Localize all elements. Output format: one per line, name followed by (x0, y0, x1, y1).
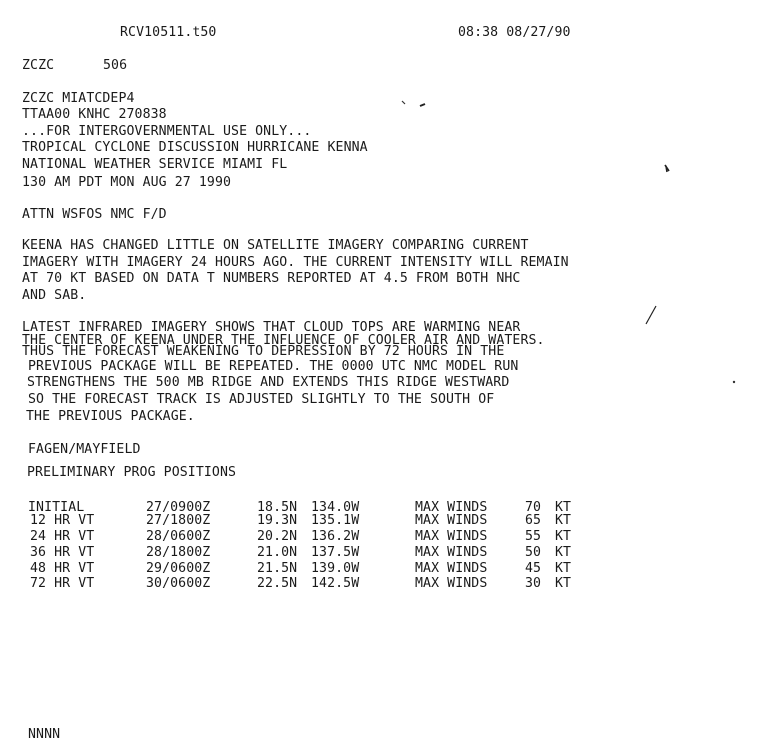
winds-label: MAX WINDS (415, 500, 488, 515)
winds-label: MAX WINDS (415, 529, 488, 544)
forecast-label: 36 HR VT (30, 545, 95, 560)
forecast-label: 12 HR VT (30, 513, 95, 528)
longitude: 136.2W (311, 529, 360, 544)
wind-unit: KT (555, 561, 572, 576)
latitude: 21.5N (257, 561, 298, 576)
wind-unit: KT (555, 529, 572, 544)
paragraph2-line: THE PREVIOUS PACKAGE. (26, 409, 195, 424)
winds-label: MAX WINDS (415, 545, 488, 560)
preamble-line: 130 AM PDT MON AUG 27 1990 (22, 175, 232, 190)
file-name: RCV10511.t50 (120, 25, 217, 40)
paragraph2-line: STRENGTHENS THE 500 MB RIDGE AND EXTENDS THIS RIDGE WESTWARD (27, 375, 510, 390)
wind-unit: KT (555, 545, 572, 560)
speck-mark (420, 104, 425, 106)
end-marker: NNNN (28, 727, 61, 742)
paragraph2-line: SO THE FORECAST TRACK IS ADJUSTED SLIGHTLY TO THE SOUTH OF (28, 392, 495, 407)
preamble-line: TTAA00 KNHC 270838 (22, 107, 167, 122)
wind-speed: 50 (525, 545, 542, 560)
valid-time: 27/0900Z (146, 500, 211, 515)
wind-speed: 65 (525, 513, 542, 528)
preamble-line: ...FOR INTERGOVERNMENTAL USE ONLY... (22, 124, 312, 139)
speck-mark (665, 165, 669, 172)
paragraph1-line: AND SAB. (22, 288, 87, 303)
latitude: 19.3N (257, 513, 298, 528)
latitude: 22.5N (257, 576, 298, 591)
zczc-marker: ZCZC (22, 58, 55, 73)
longitude: 135.1W (311, 513, 360, 528)
wind-speed: 45 (525, 561, 542, 576)
forecast-label: 24 HR VT (30, 529, 95, 544)
valid-time: 29/0600Z (146, 561, 211, 576)
paragraph1-line: KEENA HAS CHANGED LITTLE ON SATELLITE IMAGERY COMPARING CURRENT (22, 238, 529, 253)
forecast-label: INITIAL (28, 500, 85, 515)
prog-title: PRELIMINARY PROG POSITIONS (27, 465, 237, 480)
paragraph2-line: THE CENTER OF KEENA UNDER THE INFLUENCE OF COOLER AIR AND WATERS. (22, 333, 545, 348)
winds-label: MAX WINDS (415, 576, 488, 591)
signature: FAGEN/MAYFIELD (28, 442, 141, 457)
attn-line: ATTN WSFOS NMC F/D (22, 207, 167, 222)
slash-mark (646, 306, 656, 324)
longitude: 142.5W (311, 576, 360, 591)
wind-unit: KT (555, 513, 572, 528)
longitude: 139.0W (311, 561, 360, 576)
latitude: 21.0N (257, 545, 298, 560)
paragraph2-line: THUS THE FORECAST WEAKENING TO DEPRESSION BY 72 HOURS IN THE (22, 344, 505, 359)
latitude: 18.5N (257, 500, 298, 515)
preamble-line: TROPICAL CYCLONE DISCUSSION HURRICANE KENNA (22, 140, 368, 155)
paragraph1-line: AT 70 KT BASED ON DATA T NUMBERS REPORTED AT 4.5 FROM BOTH NHC (22, 271, 521, 286)
winds-label: MAX WINDS (415, 513, 488, 528)
speck-mark (733, 381, 735, 383)
valid-time: 28/1800Z (146, 545, 211, 560)
winds-label: MAX WINDS (415, 561, 488, 576)
longitude: 134.0W (311, 500, 360, 515)
valid-time: 28/0600Z (146, 529, 211, 544)
paragraph2-line: LATEST INFRARED IMAGERY SHOWS THAT CLOUD TOPS ARE WARMING NEAR (22, 320, 521, 335)
preamble-line: NATIONAL WEATHER SERVICE MIAMI FL (22, 157, 288, 172)
speck-mark (402, 101, 405, 104)
transmission-timestamp: 08:38 08/27/90 (458, 25, 571, 40)
paragraph1-line: IMAGERY WITH IMAGERY 24 HOURS AGO. THE CURRENT INTENSITY WILL REMAIN (22, 255, 569, 270)
valid-time: 30/0600Z (146, 576, 211, 591)
wind-speed: 30 (525, 576, 542, 591)
wind-unit: KT (555, 576, 572, 591)
paragraph2-line: PREVIOUS PACKAGE WILL BE REPEATED. THE 0000 UTC NMC MODEL RUN (28, 359, 519, 374)
preamble-line: ZCZC MIATCDEP4 (22, 91, 135, 106)
zczc-number: 506 (103, 58, 128, 73)
forecast-label: 72 HR VT (30, 576, 95, 591)
longitude: 137.5W (311, 545, 360, 560)
wind-unit: KT (555, 500, 572, 515)
valid-time: 27/1800Z (146, 513, 211, 528)
wind-speed: 55 (525, 529, 542, 544)
wind-speed: 70 (525, 500, 542, 515)
forecast-label: 48 HR VT (30, 561, 95, 576)
latitude: 20.2N (257, 529, 298, 544)
